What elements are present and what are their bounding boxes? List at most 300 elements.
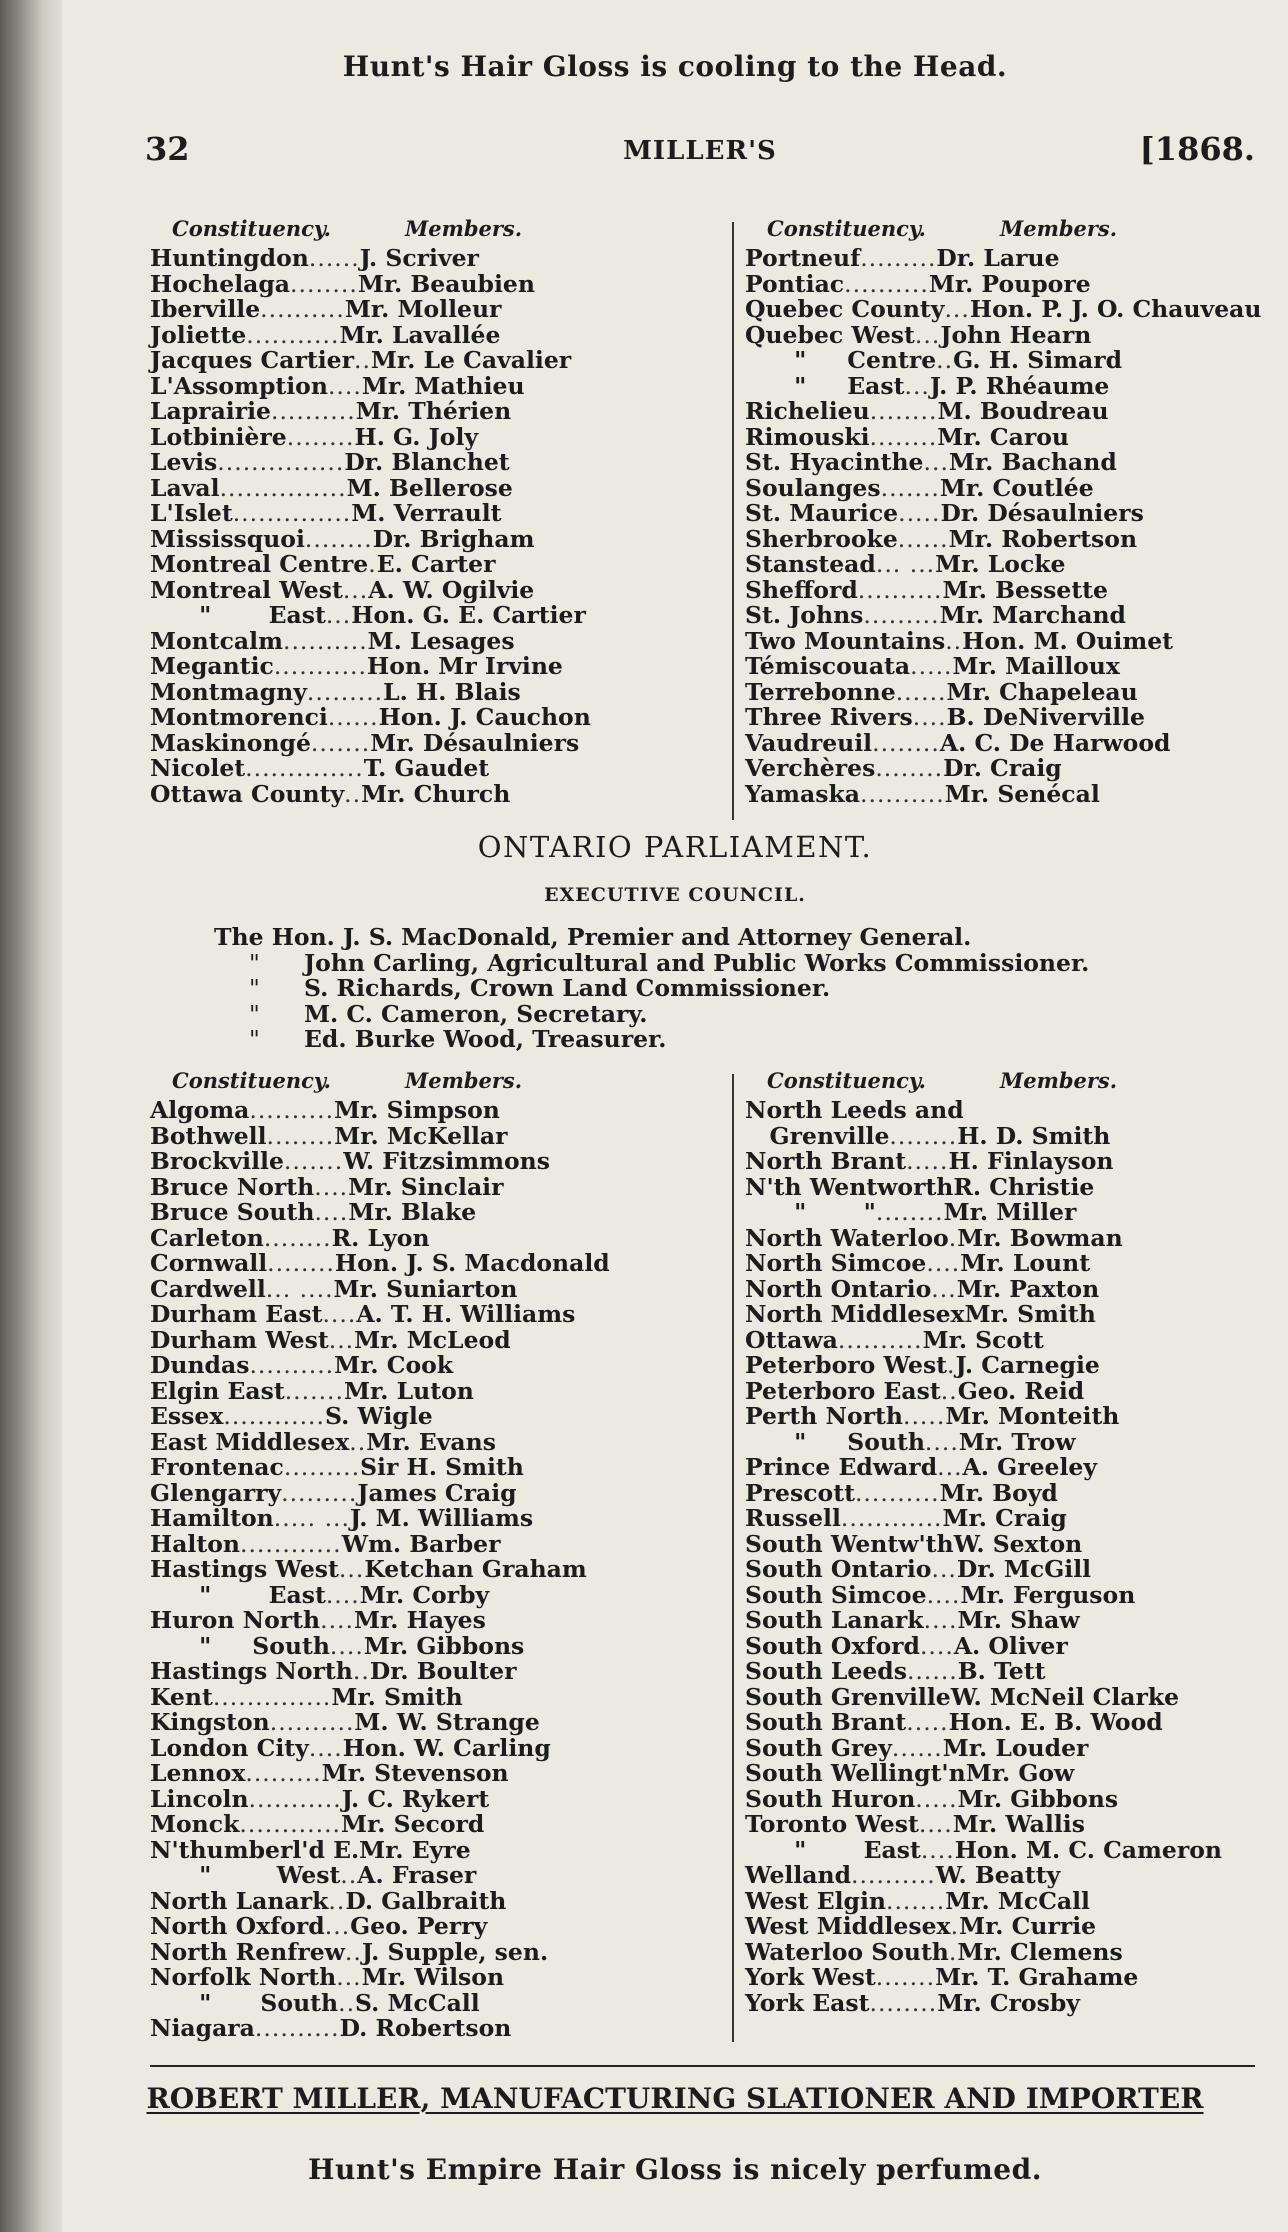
constituency-row (150, 1274, 670, 1303)
constituency-name: Essex (150, 1402, 224, 1430)
leader-dots: .... (924, 1429, 959, 1455)
constituency-name: Jacques Cartier (150, 346, 354, 374)
constituency-row (150, 348, 670, 374)
member-name: Mr. Luton (344, 1376, 474, 1405)
constituency-row (745, 552, 1265, 578)
constituency-name: Algoma (150, 1096, 250, 1124)
member-name: Dr. Larue (936, 244, 1060, 272)
constituency-row (150, 1812, 670, 1838)
member-name: Mr. Bessette (942, 575, 1108, 604)
member-name: Mr. Cook (334, 1351, 454, 1379)
constituency-name: " West (150, 1861, 341, 1889)
constituency-row (150, 1863, 670, 1889)
constituency-name: Grenville (745, 1121, 890, 1150)
executive-council-title: EXECUTIVE COUNCIL. (544, 884, 806, 906)
leader-dots: ... ... (875, 552, 936, 578)
member-name: Mr. Stevenson (321, 1759, 509, 1787)
member-name: Mr. Sinclair (348, 1172, 504, 1201)
leader-dots: ......... (863, 603, 940, 629)
constituency-name: Hastings North (150, 1657, 353, 1685)
quebec-right-column (745, 216, 1265, 807)
constituency-name: South Simcoe (745, 1580, 927, 1609)
member-name: Dr. Brigham (372, 524, 535, 553)
constituency-row (150, 1302, 670, 1328)
member-name: Dr. Blanchet (344, 448, 510, 476)
member-name: Mr. Paxton (956, 1274, 1100, 1303)
column-header (150, 216, 670, 246)
leader-dots: .......... (270, 399, 356, 425)
constituency-row (150, 501, 670, 527)
constituency-row (745, 603, 1265, 629)
constituency-name: " East (745, 1835, 921, 1864)
constituency-name: Maskinongé (150, 728, 311, 757)
member-name: Mr. Trow (958, 1427, 1076, 1456)
constituency-name: Monck (150, 1810, 240, 1838)
member-name: T. Gaudet (363, 754, 490, 782)
leader-dots: ... (328, 1327, 355, 1353)
constituency-row (745, 1580, 1265, 1609)
leader-dots: ......... (860, 246, 937, 272)
leader-dots: ... (325, 603, 352, 629)
constituency-name: North Simcoe (745, 1249, 927, 1277)
constituency-name: Kent (150, 1682, 213, 1711)
constituency-name: L'Assomption (150, 371, 328, 400)
constituency-name: North Oxford (150, 1912, 325, 1940)
constituency-name: " East (150, 601, 326, 629)
constituency-name: St. Hyacinthe (745, 448, 924, 476)
leader-dots: .. (353, 348, 371, 374)
constituency-name: St. Maurice (745, 499, 899, 527)
member-name: Mr. Lavallée (339, 320, 501, 349)
constituency-name: Sherbrooke (745, 524, 898, 553)
member-name: Mr. Molleur (344, 295, 502, 323)
constituency-row (745, 1506, 1265, 1532)
leader-dots: ... (931, 1276, 957, 1302)
member-name: John Hearn (940, 320, 1092, 349)
constituency-row (150, 1325, 670, 1354)
leader-dots: ...... (327, 705, 379, 731)
member-name: Mr. Thérien (355, 397, 512, 425)
constituency-name: " " (745, 1198, 876, 1226)
constituency-row (150, 320, 670, 349)
leader-dots: ........ (869, 1990, 938, 2016)
member-name: D. Galbraith (345, 1886, 507, 1915)
constituency-row (745, 1325, 1265, 1354)
constituency-row (150, 1710, 670, 1736)
constituency-row (150, 1631, 670, 1660)
leader-dots: ....... (284, 1378, 344, 1404)
leader-dots: ........... (246, 322, 340, 348)
constituency-name: Ottawa County (150, 779, 345, 808)
leader-dots: ....... (885, 1888, 946, 1914)
constituency-row (150, 422, 670, 451)
leader-dots: ........ (267, 1251, 335, 1277)
constituency-name: Cornwall (150, 1249, 268, 1277)
leader-dots: ... (342, 577, 369, 603)
member-name: Dr. Craig (943, 754, 1062, 782)
constituency-row (745, 371, 1265, 400)
constituency-name: Portneuf (745, 244, 861, 272)
constituency-name: " Centre (745, 346, 937, 374)
member-name: Mr. Mailloux (952, 652, 1120, 680)
constituency-row (745, 1121, 1265, 1150)
member-name: Mr. Robertson (948, 524, 1138, 553)
executive-council-list (214, 925, 1264, 1053)
member-name: Mr. Simpson (334, 1096, 500, 1124)
leader-dots: .... (919, 1633, 954, 1659)
member-name: Mr. Ferguson (960, 1580, 1136, 1609)
constituency-name: West Middlesex (745, 1912, 951, 1940)
constituency-row (745, 654, 1265, 680)
constituency-name: York West (745, 1963, 876, 1991)
constituency-row (150, 1914, 670, 1940)
member-name: B. Tett (957, 1657, 1046, 1685)
leader-dots: ......... (283, 1455, 361, 1481)
members-heading: Members. (1000, 1068, 1118, 1093)
constituency-row (745, 1886, 1265, 1915)
member-name: Mr. Scott (922, 1325, 1044, 1354)
member-name: Dr. Désaulniers (940, 499, 1144, 527)
member-name: W. McNeil Clarke (950, 1682, 1180, 1711)
constituency-name: Montmagny (150, 677, 307, 706)
leader-dots: ...... (891, 1735, 943, 1761)
member-name: Mr. Gow (965, 1759, 1075, 1787)
constituency-row (745, 1863, 1265, 1889)
constituency-name: Stanstead (745, 550, 876, 578)
constituency-row (150, 575, 670, 604)
constituency-row (745, 677, 1265, 706)
members-heading: Members. (405, 216, 523, 241)
constituency-row (150, 269, 670, 298)
constituency-row (745, 422, 1265, 451)
constituency-row (745, 1784, 1265, 1813)
leader-dots: .. (940, 1378, 958, 1404)
leader-dots: ... (944, 297, 970, 323)
member-name: Mr. Evans (366, 1427, 496, 1456)
constituency-row (150, 1659, 670, 1685)
member-name: Mr. Le Cavalier (370, 346, 572, 374)
member-name: D. Robertson (339, 2014, 512, 2042)
leader-dots: .... (327, 373, 362, 399)
leader-dots: ........ (286, 424, 355, 450)
leader-dots: ....... (283, 1149, 344, 1175)
leader-dots: .. (945, 628, 963, 654)
constituency-name: South Leeds (745, 1657, 907, 1685)
member-name: Mr. Miller (943, 1198, 1077, 1226)
member-name: Wm. Barber (341, 1529, 501, 1558)
member-name: Mr. McKellar (334, 1121, 508, 1150)
member-name: Hon. G. E. Cartier (351, 601, 586, 629)
leader-dots: .......... (269, 1710, 355, 1736)
member-name: M. W. Strange (354, 1708, 540, 1736)
running-head: MILLER'S (623, 136, 777, 166)
member-name: Mr. Wallis (952, 1810, 1085, 1838)
member-name: W. Sexton (953, 1529, 1083, 1558)
constituency-row (150, 1172, 670, 1201)
leader-dots: ... (931, 1557, 957, 1583)
member-name: Mr. Mathieu (361, 371, 525, 400)
constituency-name: Vaudreuil (745, 728, 873, 757)
member-name: Geo. Reid (957, 1376, 1085, 1405)
constituency-row (745, 399, 1265, 425)
member-name: Mr. Bowman (957, 1223, 1123, 1252)
member-name: Geo. Perry (350, 1912, 488, 1940)
constituency-name: Yamaska (745, 779, 861, 808)
member-name: James Craig (357, 1478, 517, 1507)
constituency-row (745, 1682, 1265, 1711)
constituency-name: Durham East (150, 1300, 323, 1328)
constituency-row (150, 1200, 670, 1226)
leader-dots: ............ (239, 1531, 342, 1557)
leader-dots: .... (314, 1174, 349, 1200)
constituency-row (150, 1580, 670, 1609)
member-name: Mr. Wilson (361, 1963, 505, 1991)
constituency-name: Ottawa (745, 1325, 838, 1354)
constituency-row (745, 1937, 1265, 1966)
constituency-name: Waterloo South (745, 1937, 949, 1966)
member-name: A. T. H. Williams (356, 1300, 576, 1328)
constituency-name: Lincoln (150, 1784, 249, 1813)
constituency-row (745, 1223, 1265, 1252)
constituency-row (150, 728, 670, 757)
constituency-row (745, 473, 1265, 502)
constituency-name: Montmorenci (150, 703, 328, 731)
constituency-name: Laval (150, 473, 220, 502)
bottom-advertisement: Hunt's Empire Hair Gloss is nicely perfumed. (308, 2153, 1042, 2186)
member-name: Sir H. Smith (360, 1453, 524, 1481)
constituency-row (745, 1302, 1265, 1328)
constituency-row (745, 297, 1265, 323)
leader-dots: .......... (249, 1353, 335, 1379)
leader-dots: ........... (248, 1786, 342, 1812)
constituency-name: Durham West (150, 1325, 329, 1354)
member-name: H. Finlayson (948, 1147, 1114, 1175)
member-name: Mr. Hayes (353, 1606, 486, 1634)
constituency-row (150, 1784, 670, 1813)
constituency-row (150, 1529, 670, 1558)
column-divider (732, 1074, 734, 2042)
member-name: J. P. Rhéaume (929, 371, 1110, 400)
ontario-parliament-title: ONTARIO PARLIAMENT. (477, 830, 873, 864)
leader-dots: .... (918, 1812, 953, 1838)
column-divider (732, 222, 734, 820)
council-member: " M. C. Cameron, Secretary. (249, 999, 648, 1028)
member-name: Mr. Louder (942, 1733, 1089, 1762)
member-name: Mr. Clemens (957, 1937, 1123, 1966)
constituency-row (745, 1404, 1265, 1430)
leader-dots: . (368, 552, 377, 578)
member-name: Mr. Chapeleau (946, 677, 1138, 706)
constituency-row (150, 1557, 670, 1583)
constituency-name: Quebec County (745, 295, 945, 323)
constituency-name: Levis (150, 448, 218, 476)
member-name: E. Carter (376, 550, 496, 578)
constituency-name: Laprairie (150, 397, 271, 425)
constituency-name: Brockville (150, 1147, 284, 1175)
constituency-name: Cardwell (150, 1274, 266, 1303)
member-name: Mr. Marchand (939, 601, 1126, 629)
leader-dots: .... (926, 1582, 961, 1608)
constituency-name: Toronto West (745, 1810, 919, 1838)
member-name: R. Christie (953, 1172, 1095, 1201)
constituency-row (745, 1914, 1265, 1940)
constituency-name: " South (745, 1427, 925, 1456)
constituency-row (150, 399, 670, 425)
page-year: [1868. (1139, 130, 1255, 168)
leader-dots: ......... (245, 1761, 322, 1787)
member-name: Mr. Gibbons (957, 1784, 1119, 1813)
top-advertisement: Hunt's Hair Gloss is cooling to the Head. (342, 50, 1008, 83)
member-name: A. W. Ogilvie (368, 575, 535, 604)
leader-dots: .......... (851, 1863, 936, 1889)
constituency-row (745, 1631, 1265, 1660)
column-header (745, 216, 1265, 246)
leader-dots: .. (349, 1429, 367, 1455)
member-name: Hon. M. C. Cameron (954, 1835, 1222, 1864)
leader-dots: .............. (232, 501, 352, 527)
council-member: " John Carling, Agricultural and Public Works Commissioner. (249, 948, 1090, 977)
page-header (145, 130, 1255, 170)
leader-dots: .......... (837, 1327, 923, 1353)
constituency-name: Montreal West (150, 575, 343, 604)
constituency-name: Montreal Centre (150, 550, 369, 578)
constituency-row (150, 1251, 670, 1277)
leader-dots: ............ (223, 1404, 325, 1430)
member-name: W. Beatty (935, 1861, 1061, 1889)
constituency-row (150, 1404, 670, 1430)
leader-dots: .... (926, 1251, 961, 1277)
constituency-row (150, 1761, 670, 1787)
constituency-name: L'Islet (150, 499, 233, 527)
member-name: Hon. M. Ouimet (962, 626, 1173, 655)
member-name: A. Oliver (953, 1631, 1068, 1660)
constituency-name: South Ontario (745, 1555, 932, 1583)
member-name: Mr. Smith (331, 1682, 463, 1711)
constituency-name: Three Rivers (745, 703, 913, 731)
constituency-row (745, 1200, 1265, 1226)
member-name: A. C. De Harwood (939, 728, 1171, 757)
member-name: Mr. Church (361, 779, 511, 808)
constituency-name: Mississquoi (150, 524, 305, 553)
member-name: Hon. J. Cauchon (378, 703, 591, 731)
constituency-name: Hamilton (150, 1504, 274, 1532)
constituency-row (150, 524, 670, 553)
leader-dots: . (950, 1914, 960, 1940)
constituency-row (150, 1682, 670, 1711)
constituency-row (745, 1988, 1265, 2017)
constituency-row (150, 371, 670, 400)
constituency-name: Quebec West (745, 320, 915, 349)
constituency-row (745, 756, 1265, 782)
leader-dots: .... (912, 705, 947, 731)
constituency-row (150, 1353, 670, 1379)
constituency-name: North Renfrew (150, 1937, 345, 1966)
leader-dots: . (948, 1225, 958, 1251)
leader-dots: ....... (875, 1965, 936, 1991)
member-name: J. M. Williams (350, 1504, 534, 1532)
leader-dots: ...... (906, 1659, 958, 1685)
council-member: " S. Richards, Crown Land Commissioner. (249, 974, 831, 1002)
constituency-row (745, 1608, 1265, 1634)
leader-dots: .......... (260, 297, 345, 323)
constituency-name: Elgin East (150, 1376, 285, 1405)
leader-dots: .... (325, 1582, 360, 1608)
constituency-name: " East (150, 1580, 326, 1609)
member-name: M. Lesages (367, 626, 515, 655)
constituency-row (745, 1965, 1265, 1991)
constituency-name: Bothwell (150, 1121, 267, 1150)
constituency-name: Terrebonne (745, 677, 896, 706)
constituency-name: South Wellingt'n (745, 1759, 966, 1787)
constituency-name: Verchères (745, 754, 876, 782)
member-name: A. Greeley (962, 1453, 1098, 1481)
leader-dots: ...... (897, 526, 949, 552)
leader-dots: ............... (219, 475, 347, 501)
constituency-name: South Huron (745, 1784, 916, 1813)
leader-dots: .......... (860, 781, 945, 807)
leader-dots: ........ (875, 756, 944, 782)
constituency-row (745, 1098, 1265, 1124)
constituency-row (150, 1098, 670, 1124)
constituency-name: North Ontario (745, 1274, 932, 1303)
member-name: Mr. Bachand (948, 448, 1117, 476)
constituency-name: Welland (745, 1861, 852, 1889)
leader-dots: .. (352, 1659, 370, 1685)
leader-dots: ...... (308, 246, 360, 272)
constituency-row (745, 1761, 1265, 1787)
constituency-row (745, 320, 1265, 349)
constituency-name: Huron North (150, 1606, 321, 1634)
member-name: Mr. McCall (945, 1886, 1090, 1915)
leader-dots: ........... (273, 654, 367, 680)
constituency-name: South Wentw'th (745, 1529, 954, 1558)
leader-dots: .. (328, 1888, 346, 1914)
member-name: G. H. Simard (953, 346, 1123, 374)
constituency-name: Lennox (150, 1759, 246, 1787)
member-name: J. Scriver (359, 244, 479, 272)
leader-dots: . (947, 1353, 956, 1379)
member-name: Dr. McGill (956, 1555, 1092, 1583)
constituency-row (745, 1835, 1265, 1864)
constituency-name: West Elgin (745, 1886, 886, 1915)
constituency-name: South Grenville (745, 1682, 951, 1711)
leader-dots: ... (338, 1557, 365, 1583)
constituency-row (745, 1710, 1265, 1736)
constituency-row (745, 1376, 1265, 1405)
member-name: H. G. Joly (354, 422, 479, 451)
constituency-name: South Brant (745, 1708, 907, 1736)
member-name: Mr. Currie (959, 1912, 1097, 1940)
member-name: R. Lyon (331, 1223, 430, 1252)
constituency-row (150, 1121, 670, 1150)
leader-dots: .... (920, 1837, 955, 1863)
constituency-name: Peterboro West (745, 1351, 948, 1379)
constituency-name: Lotbinière (150, 422, 287, 451)
member-name: Mr. Senécal (944, 779, 1100, 808)
leader-dots: .............. (212, 1684, 332, 1710)
member-name: S. McCall (355, 1988, 480, 2017)
constituency-row (745, 348, 1265, 374)
member-name: M. Bellerose (346, 473, 513, 502)
leader-dots: .......... (249, 1098, 335, 1124)
leader-dots: ... (324, 1914, 351, 1940)
leader-dots: .......... (282, 628, 368, 654)
constituency-name: Nicolet (150, 754, 246, 782)
member-name: J. Supple, sen. (361, 1937, 549, 1966)
member-name: J. C. Rykert (341, 1784, 490, 1813)
leader-dots: .......... (254, 2016, 340, 2042)
constituency-row (150, 756, 670, 782)
